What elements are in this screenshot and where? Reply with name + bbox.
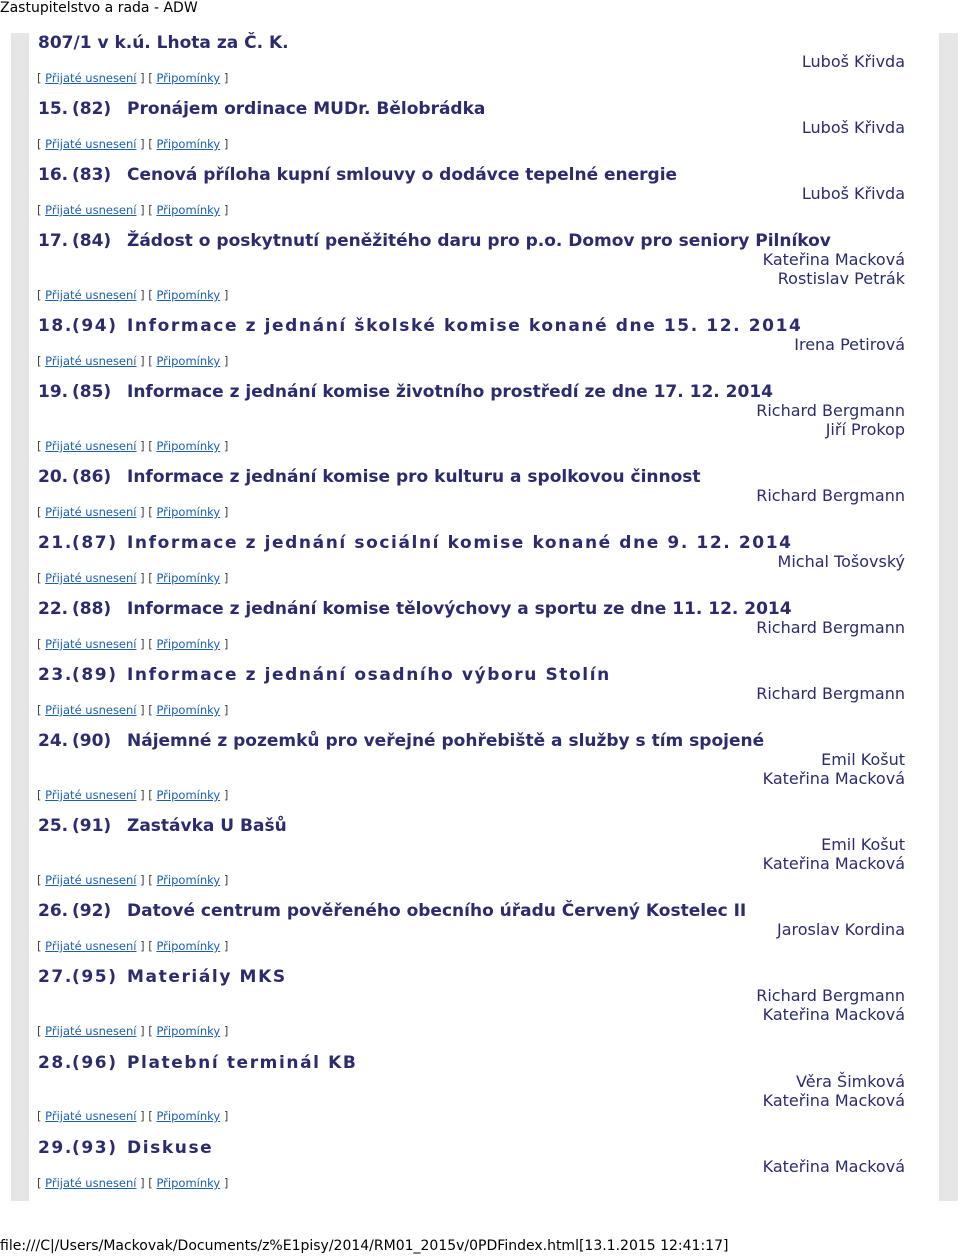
reporter-name: Luboš Křivda xyxy=(801,118,905,137)
item-title-text: Nájemné z pozemků pro veřejné pohřebiště a služby s tím spojené xyxy=(127,731,765,751)
comments-link[interactable]: Připomínky xyxy=(156,71,221,85)
bracket: [ xyxy=(37,637,42,651)
item-code: (84) xyxy=(72,231,112,251)
bracket: [ xyxy=(37,1109,42,1123)
reporters xyxy=(802,118,905,137)
reporters xyxy=(794,335,905,354)
item-number: 16. xyxy=(38,165,69,185)
bracket: ] [ xyxy=(140,1176,153,1190)
comments-link[interactable]: Připomínky xyxy=(156,1176,221,1190)
agenda-item-links xyxy=(37,1109,228,1123)
accepted-resolution-link[interactable]: Přijaté usnesení xyxy=(45,288,137,302)
agenda-item-title xyxy=(38,901,746,921)
agenda-item-title xyxy=(38,316,802,336)
item-code: (91) xyxy=(72,816,112,836)
comments-link[interactable]: Připomínky xyxy=(156,637,221,651)
reporter-name: Richard Bergmann xyxy=(756,684,905,703)
item-number: 20. xyxy=(38,467,69,487)
agenda-item-links xyxy=(37,1024,228,1038)
reporter-name: Luboš Křivda xyxy=(801,52,905,71)
item-code: (96) xyxy=(72,1053,118,1073)
comments-link[interactable]: Připomínky xyxy=(156,505,221,519)
item-title-text: Informace z jednání komise životního prostředí ze dne 17. 12. 2014 xyxy=(127,382,773,402)
page-footer-url: file:///C|/Users/Mackovak/Documents/z%E1pisy/2014/RM01_2015v/0PDFindex.html[13.1.2015 12:41:17] xyxy=(0,1238,729,1254)
reporter-name: Kateřina Macková xyxy=(762,250,905,269)
accepted-resolution-link[interactable]: Přijaté usnesení xyxy=(45,1176,137,1190)
bracket: [ xyxy=(37,1024,42,1038)
accepted-resolution-link[interactable]: Přijaté usnesení xyxy=(45,1024,137,1038)
reporters xyxy=(756,618,905,637)
accepted-resolution-link[interactable]: Přijaté usnesení xyxy=(45,137,137,151)
item-code: (95) xyxy=(72,967,118,987)
reporters xyxy=(778,552,905,571)
bracket: ] xyxy=(223,873,229,887)
agenda-item-title xyxy=(38,1053,357,1073)
comments-link[interactable]: Připomínky xyxy=(156,571,221,585)
agenda-item-title xyxy=(38,1138,213,1158)
item-code: (93) xyxy=(72,1138,118,1158)
bracket: ] xyxy=(223,788,229,802)
item-number: 15. xyxy=(38,99,69,119)
reporter-name: Kateřina Macková xyxy=(762,854,905,873)
accepted-resolution-link[interactable]: Přijaté usnesení xyxy=(45,203,137,217)
item-code: (85) xyxy=(72,382,112,402)
bracket: ] [ xyxy=(140,505,153,519)
agenda-item-links xyxy=(37,873,228,887)
reporters xyxy=(777,920,905,939)
item-title-text: Pronájem ordinace MUDr. Bělobrádka xyxy=(127,99,486,119)
comments-link[interactable]: Připomínky xyxy=(156,788,221,802)
item-number: 24. xyxy=(38,731,69,751)
page-header-title: Zastupitelstvo a rada - ADW xyxy=(0,0,198,16)
bracket: ] [ xyxy=(140,137,153,151)
item-code: (87) xyxy=(72,533,118,553)
reporter-name: Richard Bergmann xyxy=(756,986,905,1005)
bracket: ] [ xyxy=(140,288,153,302)
agenda-item-links xyxy=(37,288,228,302)
agenda-item-title xyxy=(38,382,773,402)
reporters xyxy=(763,835,905,873)
agenda-item-links xyxy=(37,571,228,585)
bracket: ] [ xyxy=(140,354,153,368)
accepted-resolution-link[interactable]: Přijaté usnesení xyxy=(45,439,137,453)
item-code: (83) xyxy=(72,165,112,185)
bracket: ] xyxy=(223,71,229,85)
reporter-name: Irena Petirová xyxy=(794,335,905,354)
bracket: [ xyxy=(37,354,42,368)
accepted-resolution-link[interactable]: Přijaté usnesení xyxy=(45,71,137,85)
comments-link[interactable]: Připomínky xyxy=(156,137,221,151)
reporter-name: Michal Tošovský xyxy=(777,552,905,571)
reporter-name: Kateřina Macková xyxy=(762,1091,905,1110)
bracket: [ xyxy=(37,71,42,85)
item-code: (89) xyxy=(72,665,118,685)
comments-link[interactable]: Připomínky xyxy=(156,1024,221,1038)
agenda-item-links xyxy=(37,788,228,802)
agenda-item-links xyxy=(37,505,228,519)
item-number: 22. xyxy=(38,599,69,619)
agenda-item-title xyxy=(38,533,793,553)
reporters xyxy=(802,52,905,71)
reporter-name: Kateřina Macková xyxy=(762,769,905,788)
bracket: ] [ xyxy=(140,1024,153,1038)
accepted-resolution-link[interactable]: Přijaté usnesení xyxy=(45,354,137,368)
reporters xyxy=(763,1157,905,1176)
bracket: [ xyxy=(37,939,42,953)
item-title-text: Platební terminál KB xyxy=(127,1053,358,1073)
item-title-text: Informace z jednání komise pro kulturu a spolkovou činnost xyxy=(127,467,701,487)
bracket: ] xyxy=(223,939,229,953)
bracket: [ xyxy=(37,288,42,302)
bracket: ] xyxy=(223,1109,229,1123)
bracket: [ xyxy=(37,137,42,151)
item-number: 29. xyxy=(38,1138,73,1158)
bracket: ] [ xyxy=(140,873,153,887)
accepted-resolution-link[interactable]: Přijaté usnesení xyxy=(45,788,137,802)
comments-link[interactable]: Připomínky xyxy=(156,703,221,717)
item-title-text: Zastávka U Bašů xyxy=(127,816,287,836)
reporters xyxy=(756,684,905,703)
item-number: 17. xyxy=(38,231,69,251)
bracket: ] [ xyxy=(140,71,153,85)
bracket: ] xyxy=(223,1176,229,1190)
item-title-text: Informace z jednání komise tělovýchovy a sportu ze dne 11. 12. 2014 xyxy=(127,599,792,619)
reporter-name: Jiří Prokop xyxy=(825,420,905,439)
item-code: (86) xyxy=(72,467,112,487)
comments-link[interactable]: Připomínky xyxy=(156,1109,221,1123)
item-number: 28. xyxy=(38,1053,73,1073)
item-code: (88) xyxy=(72,599,112,619)
agenda-item-links xyxy=(37,137,228,151)
bracket: ] [ xyxy=(140,439,153,453)
agenda-item-title xyxy=(38,816,287,836)
reporters xyxy=(756,986,905,1024)
bracket: ] xyxy=(223,505,229,519)
item-number: 27. xyxy=(38,967,73,987)
bracket: ] [ xyxy=(140,571,153,585)
item-number: 18. xyxy=(38,316,73,336)
item-number: 25. xyxy=(38,816,69,836)
bracket: [ xyxy=(37,439,42,453)
reporter-name: Luboš Křivda xyxy=(801,184,905,203)
bracket: ] [ xyxy=(140,939,153,953)
agenda-item-title xyxy=(38,231,831,251)
item-title-text: Datové centrum pověřeného obecního úřadu Červený Kostelec II xyxy=(127,901,747,921)
agenda-item-title-continued: 807/1 v k.ú. Lhota za Č. K. xyxy=(38,33,289,53)
reporter-name: Jaroslav Kordina xyxy=(776,920,905,939)
agenda-item-links xyxy=(37,939,228,953)
agenda-list xyxy=(29,33,939,1201)
bracket: ] [ xyxy=(140,203,153,217)
bracket: ] xyxy=(223,571,229,585)
reporters xyxy=(756,486,905,505)
bracket: [ xyxy=(37,703,42,717)
bracket: ] xyxy=(223,203,229,217)
bracket: ] [ xyxy=(140,1109,153,1123)
item-title-text: Materiály MKS xyxy=(127,967,287,987)
bracket: ] xyxy=(223,354,229,368)
bracket: [ xyxy=(37,1176,42,1190)
comments-link[interactable]: Připomínky xyxy=(156,939,221,953)
item-number: 19. xyxy=(38,382,69,402)
bracket: ] xyxy=(223,288,229,302)
bracket: ] xyxy=(223,703,229,717)
item-title-text: Informace z jednání sociální komise konané dne 9. 12. 2014 xyxy=(127,533,793,553)
reporters xyxy=(802,184,905,203)
right-frame-border xyxy=(939,33,958,1201)
agenda-item-title xyxy=(38,967,287,987)
left-frame-border xyxy=(11,33,29,1201)
comments-link[interactable]: Připomínky xyxy=(156,203,221,217)
bracket: [ xyxy=(37,505,42,519)
bracket: ] [ xyxy=(140,703,153,717)
accepted-resolution-link[interactable]: Přijaté usnesení xyxy=(45,637,137,651)
comments-link[interactable]: Připomínky xyxy=(156,873,221,887)
bracket: ] xyxy=(223,137,229,151)
accepted-resolution-link[interactable]: Přijaté usnesení xyxy=(45,703,137,717)
accepted-resolution-link[interactable]: Přijaté usnesení xyxy=(45,939,137,953)
agenda-item-links xyxy=(37,203,228,217)
reporter-name: Emil Košut xyxy=(821,835,905,854)
reporters xyxy=(763,1072,905,1110)
reporter-name: Kateřina Macková xyxy=(762,1005,905,1024)
agenda-item-title xyxy=(38,165,677,185)
reporters xyxy=(763,250,905,288)
agenda-item-links xyxy=(37,703,228,717)
bracket: ] xyxy=(223,637,229,651)
accepted-resolution-link[interactable]: Přijaté usnesení xyxy=(45,873,137,887)
agenda-item-links xyxy=(37,1176,228,1190)
reporter-name: Rostislav Petrák xyxy=(777,269,905,288)
item-number: 26. xyxy=(38,901,69,921)
agenda-item-title xyxy=(38,731,764,751)
item-title-text: Diskuse xyxy=(127,1138,214,1158)
agenda-item-title xyxy=(38,99,485,119)
item-code: (92) xyxy=(72,901,112,921)
accepted-resolution-link[interactable]: Přijaté usnesení xyxy=(45,1109,137,1123)
bracket: ] [ xyxy=(140,788,153,802)
item-title-text: Cenová příloha kupní smlouvy o dodávce tepelné energie xyxy=(127,165,678,185)
accepted-resolution-link[interactable]: Přijaté usnesení xyxy=(45,505,137,519)
bracket: ] xyxy=(223,1024,229,1038)
reporter-name: Kateřina Macková xyxy=(762,1157,905,1176)
reporters xyxy=(763,750,905,788)
item-title-text: Informace z jednání školské komise konané dne 15. 12. 2014 xyxy=(127,316,803,336)
item-title-text: Žádost o poskytnutí peněžitého daru pro p.o. Domov pro seniory Pilníkov xyxy=(127,231,831,251)
agenda-item-links xyxy=(37,439,228,453)
reporter-name: Věra Šimková xyxy=(796,1072,905,1091)
reporters xyxy=(756,401,905,439)
agenda-item-links xyxy=(37,637,228,651)
bracket: [ xyxy=(37,788,42,802)
agenda-item-title xyxy=(38,665,611,685)
bracket: ] xyxy=(223,439,229,453)
item-number: 23. xyxy=(38,665,73,685)
reporter-name: Emil Košut xyxy=(821,750,905,769)
reporter-name: Richard Bergmann xyxy=(756,486,905,505)
reporter-name: Richard Bergmann xyxy=(756,401,905,420)
bracket: [ xyxy=(37,571,42,585)
comments-link[interactable]: Připomínky xyxy=(156,288,221,302)
agenda-item-title xyxy=(38,599,792,619)
item-code: (94) xyxy=(72,316,118,336)
bracket: [ xyxy=(37,203,42,217)
bracket: ] [ xyxy=(140,637,153,651)
agenda-item-title xyxy=(38,467,701,487)
agenda-item-links xyxy=(37,354,228,368)
item-code: (90) xyxy=(72,731,112,751)
comments-link[interactable]: Připomínky xyxy=(156,439,221,453)
reporter-name: Richard Bergmann xyxy=(756,618,905,637)
item-title-text: Informace z jednání osadního výboru Stolín xyxy=(127,665,611,685)
item-code: (82) xyxy=(72,99,112,119)
comments-link[interactable]: Připomínky xyxy=(156,354,221,368)
accepted-resolution-link[interactable]: Přijaté usnesení xyxy=(45,571,137,585)
item-number: 21. xyxy=(38,533,73,553)
bracket: [ xyxy=(37,873,42,887)
agenda-item-links xyxy=(37,71,228,85)
